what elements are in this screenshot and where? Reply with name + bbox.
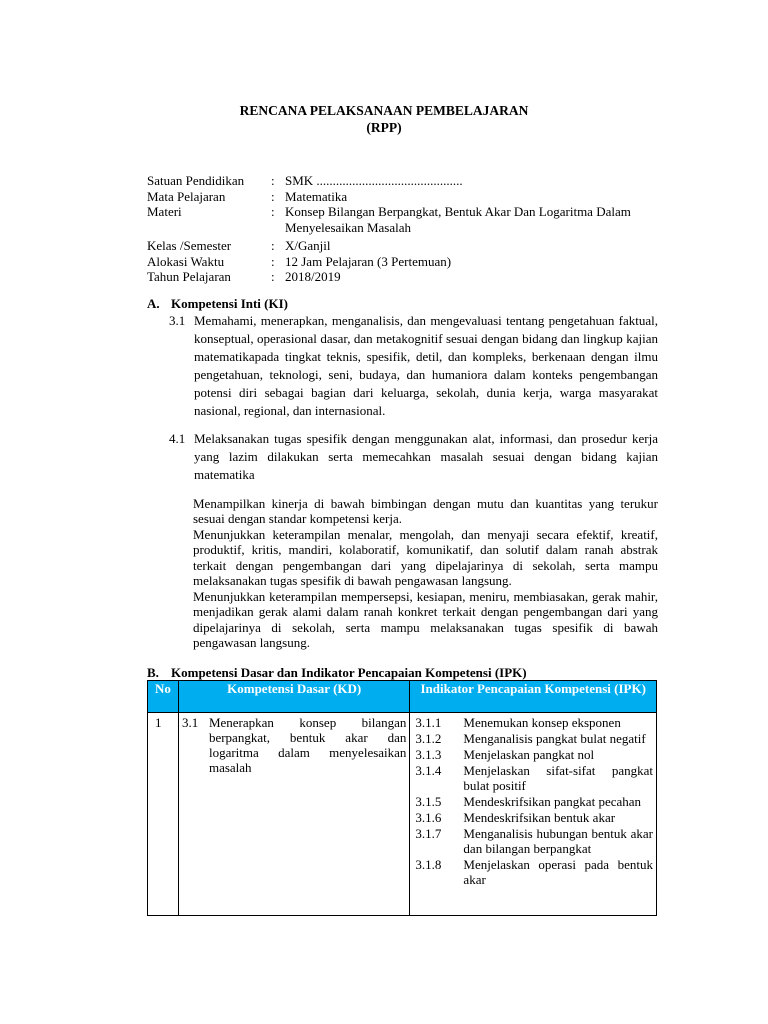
info-colon: : (271, 204, 275, 219)
ipk-number: 3.1.1 (415, 715, 442, 730)
info-label: Kelas /Semester (147, 238, 232, 253)
section-title: Kompetensi Dasar dan Indikator Pencapaian Kompetensi (IPK) (171, 665, 527, 680)
header-ipk: Indikator Pencapaian Kompetensi (IPK) (410, 681, 657, 713)
ipk-number: 3.1.5 (415, 794, 442, 809)
info-label: Tahun Pelajaran (147, 269, 231, 284)
ipk-item (413, 826, 653, 856)
info-colon: : (271, 238, 275, 253)
kd-text: Menerapkan konsep bilangan berpangkat, bentuk akar dan logaritma dalam menyelesaikan masalah (208, 715, 407, 775)
ipk-number: 3.1.3 (415, 747, 442, 762)
ipk-item (413, 731, 653, 746)
ipk-item (413, 715, 653, 730)
cell-no: 1 (148, 713, 179, 916)
ipk-item (413, 794, 653, 809)
ipk-item (413, 810, 653, 825)
kd-ipk-table (147, 680, 657, 916)
ipk-text: Menemukan konsep eksponen (463, 715, 621, 730)
info-value: SMK ............................................. (285, 173, 463, 188)
ipk-number: 3.1.6 (415, 810, 442, 825)
ipk-number: 3.1.8 (415, 857, 442, 872)
info-row-satuan (147, 173, 667, 189)
ki-paragraph: Menampilkan kinerja di bawah bimbingan dengan mutu dan kuantitas yang terukur sesuai dengan standar kompetensi kerja. (193, 496, 658, 527)
header-kd: Kompetensi Dasar (KD) (178, 681, 409, 713)
info-colon: : (271, 188, 275, 204)
ipk-text: Menjelaskan sifat-sifat pangkat bulat positif (463, 763, 653, 793)
cell-kd (178, 713, 409, 916)
ipk-text: Mendeskrifsikan bentuk akar (463, 810, 616, 825)
ipk-item (413, 747, 653, 762)
identity-block (147, 173, 667, 285)
ki-item (169, 312, 658, 420)
info-label: Mata Pelajaran (147, 188, 226, 204)
section-b-heading (147, 665, 527, 681)
info-label: Materi (147, 204, 182, 219)
document-subtitle: (RPP) (366, 120, 402, 135)
ki-text: Melaksanakan tugas spesifik dengan menggunakan alat, informasi, dan prosedur kerja yang lazim dilakukan serta memecahkan masalah sesuai dengan bidang kajian matematika (194, 431, 658, 482)
info-value: X/Ganjil (285, 238, 331, 253)
info-colon: : (271, 173, 275, 188)
ipk-number: 3.1.2 (415, 731, 442, 746)
cell-ipk (410, 713, 657, 916)
table-header-row (148, 681, 657, 713)
info-row-materi (147, 204, 667, 235)
ipk-text: Menjelaskan operasi pada bentuk akar (463, 857, 653, 887)
info-value: 2018/2019 (285, 269, 341, 284)
table-row (148, 713, 657, 916)
section-letter: A. (147, 296, 160, 311)
section-title: Kompetensi Inti (KI) (171, 296, 288, 311)
ipk-text: Menjelaskan pangkat nol (463, 747, 595, 762)
ki-number: 4.1 (169, 431, 186, 446)
ipk-number: 3.1.7 (415, 826, 442, 841)
kd-number: 3.1 (181, 715, 199, 730)
ipk-text: Mendeskrifsikan pangkat pecahan (463, 794, 642, 809)
ipk-item (413, 857, 653, 887)
ki-item (169, 430, 658, 484)
info-row-tahun (147, 269, 667, 285)
info-row-kelas (147, 238, 667, 254)
info-value: 12 Jam Pelajaran (3 Pertemuan) (285, 253, 452, 269)
ki-number: 3.1 (169, 313, 186, 328)
info-colon: : (271, 253, 275, 269)
section-a-heading (147, 296, 288, 312)
section-letter: B. (147, 665, 159, 680)
info-row-alokasi (147, 254, 667, 270)
ipk-number: 3.1.4 (415, 763, 442, 778)
info-value: Konsep Bilangan Berpangkat, Bentuk Akar Dan Logaritma Dalam Menyelesaikan Masalah (285, 204, 631, 235)
info-label: Alokasi Waktu (147, 253, 225, 269)
header-no: No (148, 681, 179, 713)
ki-text: Memahami, menerapkan, menganalisis, dan mengevaluasi tentang pengetahuan faktual, konseptual, operasional dasar, dan metakognitif sesuai dengan bidang dan lingkup kajian matematikapada tingkat teknis, spesifik, detil, dan kompleks, berkenaan dengan ilmu pengetahuan, teknologi, seni, budaya, dan humaniora dalam konteks pengembangan potensi diri sebagai bagian dari keluarga, sekolah, dunia kerja, warga masyarakat nasional, regional, dan internasional. (194, 313, 658, 418)
info-row-mapel (147, 189, 667, 205)
info-colon: : (271, 269, 275, 284)
ipk-text: Menganalisis hubungan bentuk akar dan bilangan berpangkat (463, 826, 653, 856)
info-value: Matematika (285, 188, 348, 204)
ki-paragraph: Menunjukkan keterampilan menalar, mengolah, dan menyaji secara efektif, kreatif, produktif, kritis, mandiri, kolaboratif, komunikatif, dan solutif dalam ranah abstrak terkait dengan pengembangan dari yang dipelajarinya di sekolah, serta mampu melaksanakan tugas spesifik di bawah pengawasan langsung. (193, 527, 658, 589)
info-label: Satuan Pendidikan (147, 173, 245, 188)
ipk-text: Menganalisis pangkat bulat negatif (463, 731, 646, 746)
ipk-item (413, 763, 653, 793)
ki-paragraph: Menunjukkan keterampilan mempersepsi, kesiapan, meniru, membiasakan, gerak mahir, menjadikan gerak alami dalam ranah konkret terkait dengan pengembangan dari yang dipelajarinya di sekolah, serta mampu melaksanakan tugas spesifik di bawah pengawasan langsung. (193, 589, 658, 651)
document-title: RENCANA PELAKSANAAN PEMBELAJARAN (239, 103, 529, 118)
kd-item (182, 715, 406, 775)
